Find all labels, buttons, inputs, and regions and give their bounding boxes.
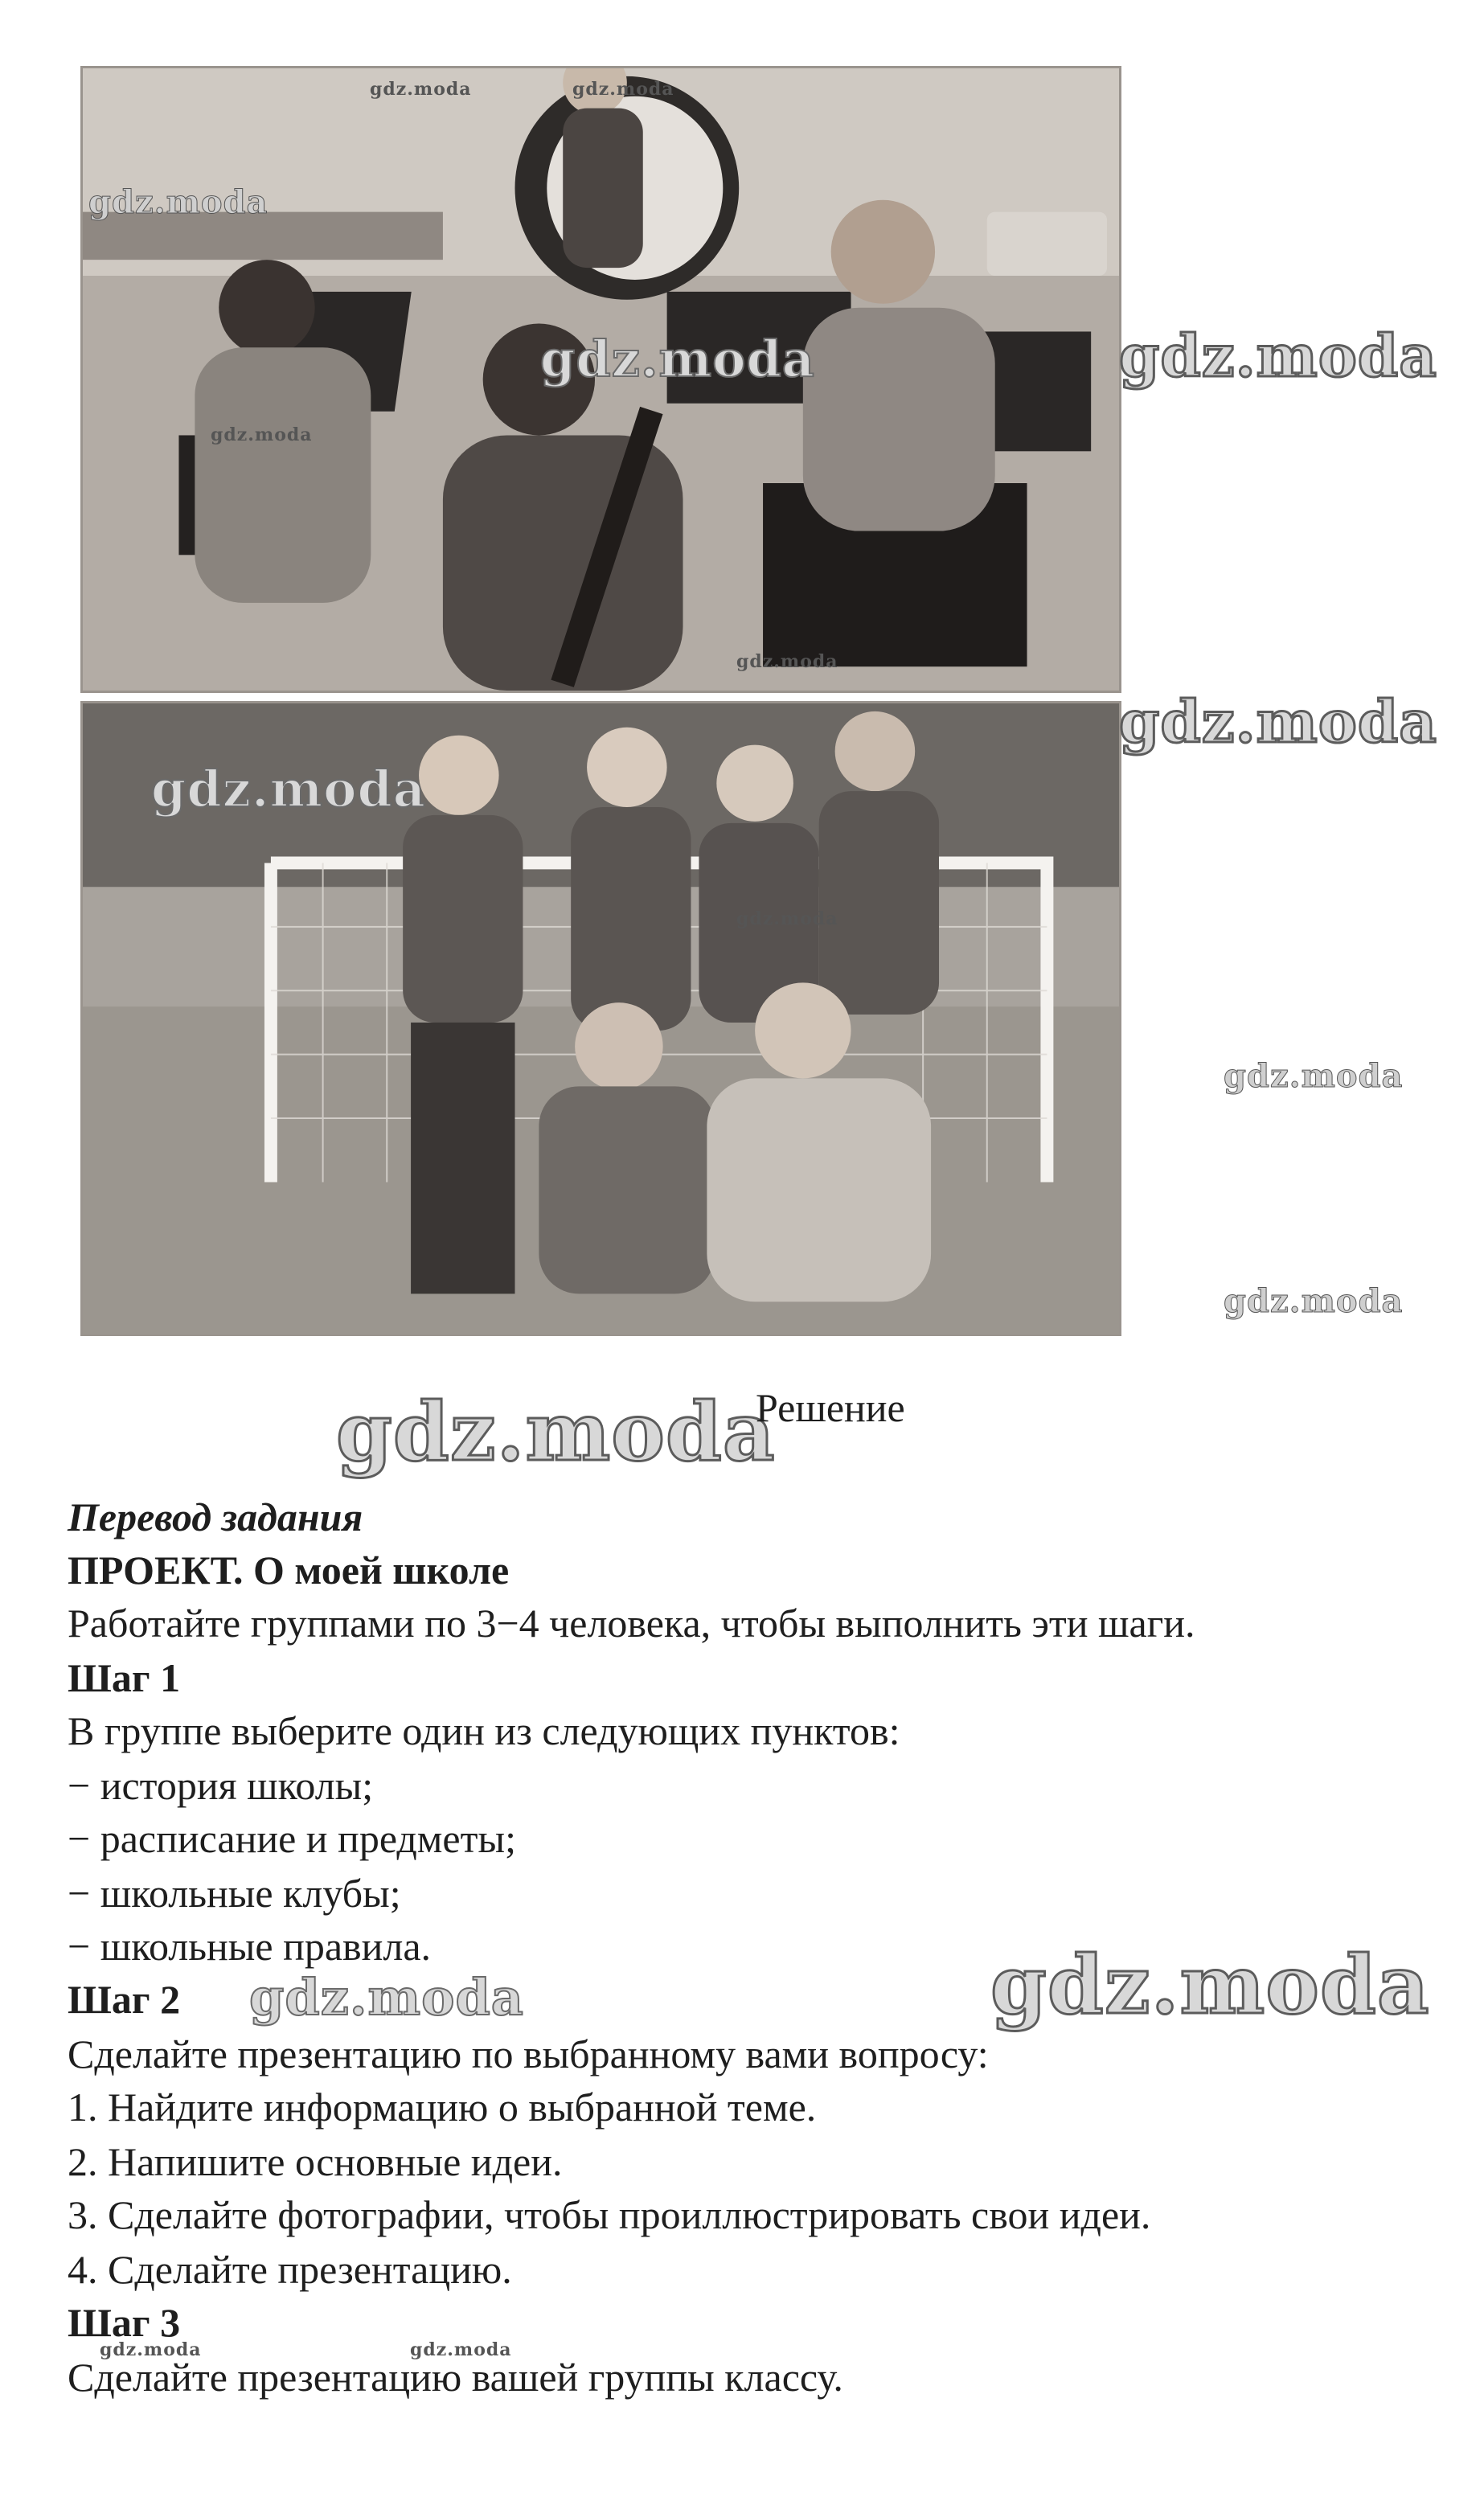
step-1-line: − школьные клубы;: [68, 1871, 401, 1916]
step-2-line: 4. Сделайте презентацию.: [68, 2247, 512, 2292]
intro-text: Работайте группами по 3−4 человека, чтобы выполнить эти шаги.: [68, 1601, 1195, 1646]
step-1-line: − расписание и предметы;: [68, 1816, 516, 1861]
project-title: ПРОЕКТ. О моей школе: [68, 1548, 510, 1593]
watermark: gdz.moda: [1119, 687, 1437, 756]
step-2-line: Сделайте презентацию по выбранному вами вопросу:: [68, 2031, 989, 2076]
watermark: gdz.moda: [370, 79, 472, 100]
watermark: gdz.moda: [336, 1384, 776, 1479]
step-2-line: 3. Сделайте фотографии, чтобы проиллюстрировать свои идеи.: [68, 2192, 1151, 2237]
step-1-line: В группе выберите один из следующих пунктов:: [68, 1708, 900, 1753]
step-2-line: 2. Напишите основные идеи.: [68, 2139, 563, 2184]
watermark: gdz.moda: [410, 2339, 512, 2360]
step-1-line: − история школы;: [68, 1763, 374, 1808]
step-3-title: Шаг 3: [68, 2300, 181, 2345]
step-1-title: Шаг 1: [68, 1655, 181, 1700]
watermark: gdz.moda: [540, 330, 815, 388]
watermark: gdz.moda: [100, 2339, 202, 2360]
step-3-line: Сделайте презентацию вашей группы классу.: [68, 2355, 843, 2400]
watermark: gdz.moda: [736, 651, 838, 672]
translation-heading: Перевод задания: [68, 1494, 363, 1539]
watermark: gdz.moda: [249, 1968, 524, 2027]
watermark: gdz.moda: [1119, 322, 1437, 390]
solution-label: Решение: [756, 1385, 905, 1430]
watermark: gdz.moda: [990, 1937, 1430, 2032]
watermark: gdz.moda: [88, 183, 269, 221]
watermark: gdz.moda: [211, 424, 313, 445]
step-2-title: Шаг 2: [68, 1977, 181, 2022]
watermark: gdz.moda: [151, 760, 426, 818]
watermark: gdz.moda: [572, 79, 674, 100]
watermark: gdz.moda: [1224, 1282, 1404, 1320]
step-2-line: 1. Найдите информацию о выбранной теме.: [68, 2085, 817, 2130]
watermark: gdz.moda: [1224, 1057, 1404, 1095]
step-1-line: − школьные правила.: [68, 1924, 432, 1969]
watermark: gdz.moda: [736, 908, 838, 929]
